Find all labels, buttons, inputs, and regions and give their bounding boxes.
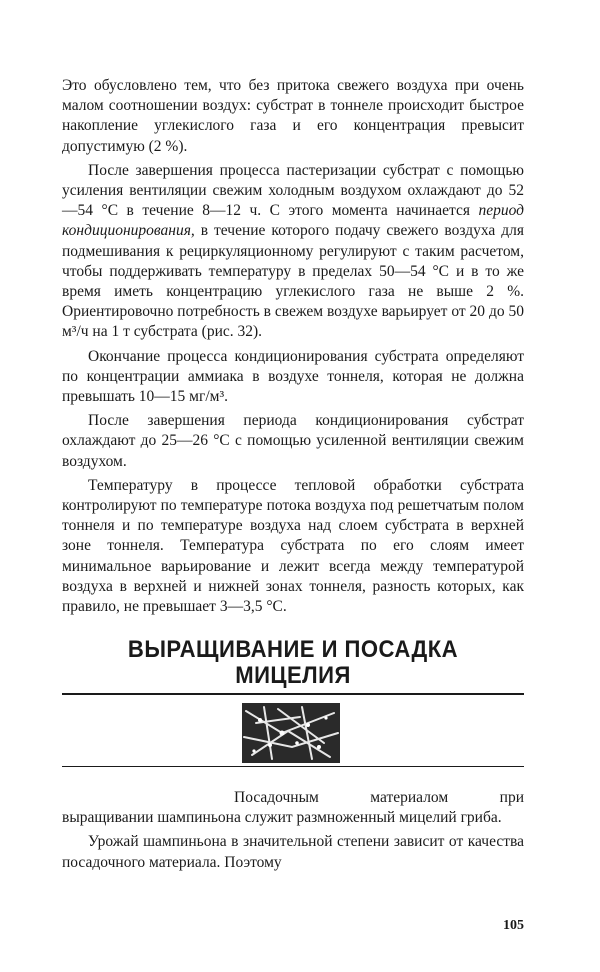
- paragraph-5: Температуру в процессе тепловой обработки субстрата контролируют по температуре потока воздуха под решетчатым полом тоннеля и по температуре воздуха над слоем субстрата в верхней зоне тоннеля. Температура субстрата по его слоям имеет минимальное варьирование и лежит всегда между температурой воздуха в верхней и нижней зонах тоннеля, разность которых, как правило, не превышает 3—3,5 °С.: [62, 476, 524, 616]
- paragraph-7: Урожай шампиньона в значительной степени зависит от качества посадочного материала. Поэтому: [62, 833, 524, 871]
- mycelium-illustration: [242, 703, 340, 763]
- heading-line-1: ВЫРАЩИВАНИЕ И ПОСАДКА: [127, 636, 459, 663]
- heading-line-2: МИЦЕЛИЯ: [235, 662, 351, 689]
- body-text-top: [62, 76, 524, 621]
- italic-term: период кондиционирования,: [62, 202, 524, 240]
- heading-rule: [62, 693, 524, 695]
- paragraph-3: Окончание процесса кондиционирования субстрата определяют по концентрации аммиака в воздухе тоннеля, которая не должна превышать 10—15 мг/м³.: [62, 347, 524, 406]
- mycelium-icon: [242, 703, 340, 763]
- paragraph-1: Это обусловлено тем, что без притока свежего воздуха при очень малом соотношении воздух: субстрат в тоннеле происходит быстрое накопление углекислого газа и его концентрация превысит допустимую (2 %).: [62, 77, 524, 155]
- page-number: 105: [503, 918, 524, 933]
- paragraph-2: После завершения процесса пастеризации субстрат с помощью усиления вентиляции свежим холодным воздухом охлаждают до 52—54 °С в течение 8—12 ч. С этого момента начинается период кондиционирования, в течение которого подачу свежего воздуха для подмешивания к рециркуляционному регулируют с таким расчетом, чтобы поддерживать температуру в пределах 50—54 °С и в то же время иметь концентрацию углекислого газа не выше 2 %. Ориентировочно потребность в свежем воздухе варьирует от 20 до 50 м³/ч на 1 т субстрата (рис. 32).: [62, 161, 524, 341]
- section-heading: [80, 637, 505, 689]
- body-text-bottom: [62, 788, 524, 877]
- paragraph-6: Посадочным материалом при выращивании шампиньона служит размноженный мицелий гриба.: [62, 789, 524, 827]
- figure-rule: [62, 766, 524, 767]
- paragraph-4: После завершения периода кондиционирования субстрат охлаждают до 25—26 °С с помощью усиленной вентиляции свежим воздухом.: [62, 412, 524, 470]
